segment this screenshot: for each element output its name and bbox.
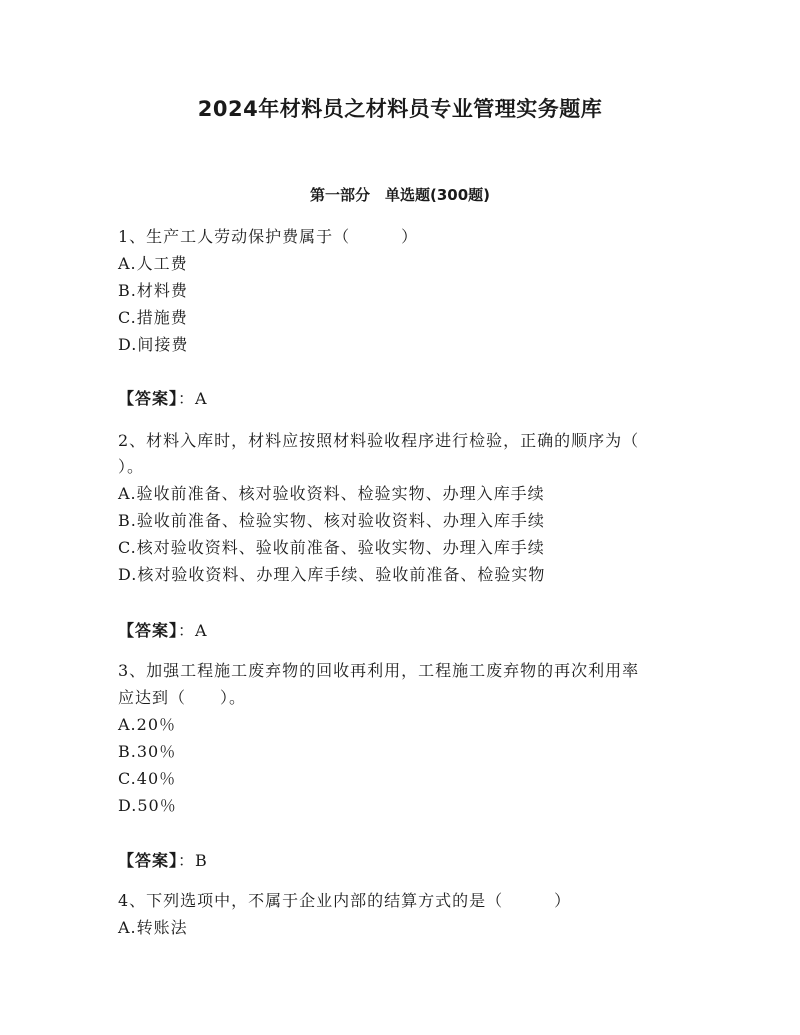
- question-stem: 2、材料入库时，材料应按照材料验收程序进行检验，正确的顺序为（: [118, 431, 640, 450]
- answer-label: 【答案】: [118, 851, 179, 870]
- answer-separator: ：: [178, 621, 196, 640]
- answer-separator: ：: [178, 851, 196, 870]
- answer-line: [118, 849, 208, 873]
- answer-label: 【答案】: [118, 389, 179, 408]
- option-a: A.转账法: [118, 918, 188, 937]
- question-stem: 1、生产工人劳动保护费属于（ ）: [118, 227, 419, 246]
- option-d: D.间接费: [118, 335, 189, 354]
- option-b: B.验收前准备、检验实物、核对验收资料、办理入库手续: [118, 511, 545, 530]
- answer-line: [118, 387, 208, 411]
- answer-value: A: [195, 389, 208, 408]
- answer-separator: ：: [178, 389, 196, 408]
- option-b: B.材料费: [118, 281, 188, 300]
- option-c: C.40％: [118, 769, 177, 788]
- question-stem: 4、下列选项中，不属于企业内部的结算方式的是（ ）: [118, 891, 572, 910]
- question-stem-continued: 应达到（ ）。: [118, 688, 247, 707]
- option-b: B.30％: [118, 742, 177, 761]
- answer-value: A: [195, 621, 208, 640]
- option-a: A.验收前准备、核对验收资料、检验实物、办理入库手续: [118, 484, 545, 503]
- question-stem: 3、加强工程施工废弃物的回收再利用，工程施工废弃物的再次利用率: [118, 661, 640, 680]
- option-d: D.50％: [118, 796, 177, 815]
- option-d: D.核对验收资料、办理入库手续、验收前准备、检验实物: [118, 565, 546, 584]
- question-stem-continued: ）。: [118, 457, 145, 476]
- answer-label: 【答案】: [118, 621, 179, 640]
- option-c: C.措施费: [118, 308, 188, 327]
- section-heading: 第一部分 单选题(300题): [309, 186, 491, 204]
- page-title: 2024年材料员之材料员专业管理实务题库: [197, 97, 603, 121]
- answer-line: [118, 619, 208, 643]
- answer-value: B: [195, 851, 208, 870]
- option-a: A.20％: [118, 715, 177, 734]
- option-a: A.人工费: [118, 254, 188, 273]
- option-c: C.核对验收资料、验收前准备、验收实物、办理入库手续: [118, 538, 545, 557]
